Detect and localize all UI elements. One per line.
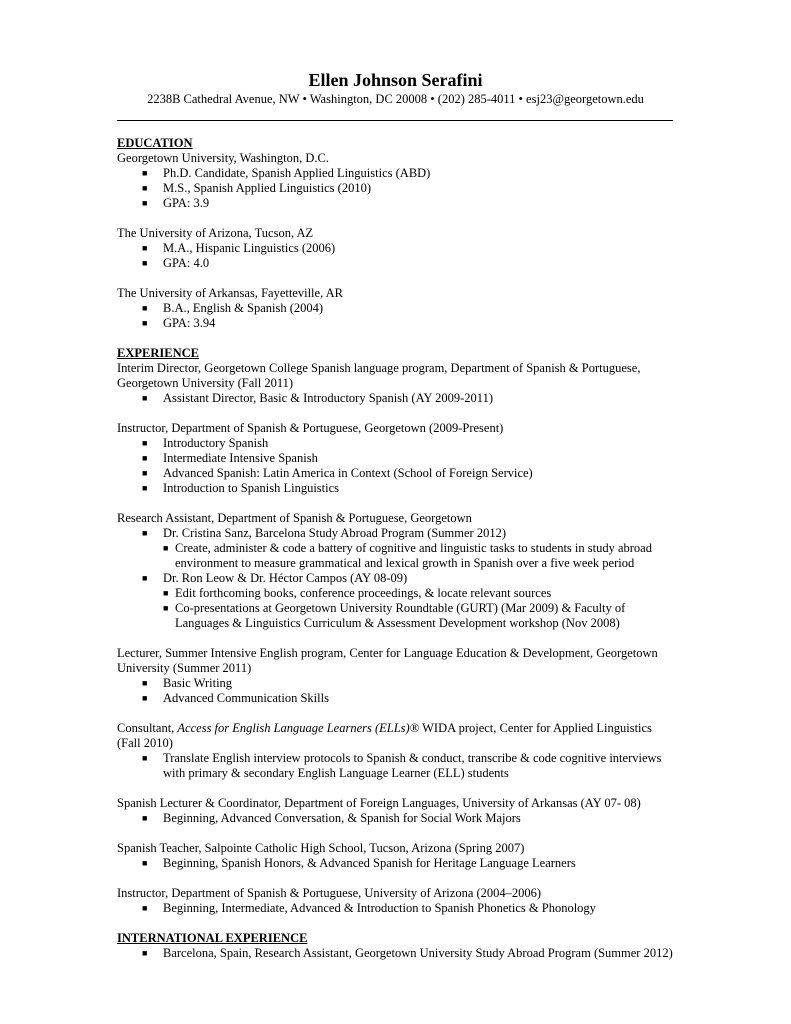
experience-entry xyxy=(117,886,673,916)
list-item xyxy=(117,901,673,916)
education-entry xyxy=(117,151,673,211)
header-divider xyxy=(117,120,673,121)
position-title xyxy=(117,721,673,751)
list-item xyxy=(117,466,673,481)
duty-list xyxy=(117,676,673,706)
bullet-icon: ■ xyxy=(142,168,148,178)
sub-list-item xyxy=(163,586,673,601)
experience-entry xyxy=(117,421,673,496)
bullet-icon: ■ xyxy=(142,903,148,913)
bullet-icon: ■ xyxy=(142,573,148,583)
project-name: Access for English Language Learners (ELLs) xyxy=(177,721,410,735)
resume-header xyxy=(0,70,791,107)
bullet-icon: ■ xyxy=(142,318,148,328)
position-title: Spanish Lecturer & Coordinator, Department of Foreign Languages, University of Arkansas (AY 07- 08) xyxy=(117,796,641,810)
bullet-icon: ■ xyxy=(163,603,169,613)
list-item xyxy=(117,856,673,871)
position-title: Research Assistant, Department of Spanish & Portuguese, Georgetown xyxy=(117,511,472,525)
bullet-icon: ■ xyxy=(142,438,148,448)
duty-list xyxy=(117,811,673,826)
institution-name: Georgetown University, Washington, D.C. xyxy=(117,151,329,165)
list-item xyxy=(117,751,673,781)
bullet-icon: ■ xyxy=(142,483,148,493)
experience-entry xyxy=(117,646,673,706)
list-item-text: Introduction to Spanish Linguistics xyxy=(163,481,340,495)
bullet-icon: ■ xyxy=(142,183,148,193)
education-section xyxy=(117,136,673,331)
list-item xyxy=(117,526,673,571)
section-title-international: INTERNATIONAL EXPERIENCE xyxy=(117,931,308,945)
list-item xyxy=(117,316,673,331)
list-item-text: Beginning, Spanish Honors, & Advanced Spanish for Heritage Language Learners xyxy=(163,856,576,870)
list-item-text: Ph.D. Candidate, Spanish Applied Linguistics (ABD) xyxy=(163,166,431,180)
list-item-text: Assistant Director, Basic & Introductory Spanish (AY 2009-2011) xyxy=(163,391,494,405)
position-title-suffix: ® WIDA project, Center for Applied Linguistics (Fall 2010) xyxy=(117,721,652,750)
international-section xyxy=(117,931,673,961)
sub-list xyxy=(163,586,673,631)
sub-list-item-text: Create, administer & code a battery of cognitive and linguistic tasks to students in study abroad environment to measure grammatical and lexical growth in Spanish over a five week period xyxy=(175,541,652,570)
bullet-icon: ■ xyxy=(142,948,148,958)
experience-section xyxy=(117,346,673,916)
list-item xyxy=(117,256,673,271)
experience-entry xyxy=(117,796,673,826)
list-item-text: Beginning, Advanced Conversation, & Spanish for Social Work Majors xyxy=(163,811,521,825)
list-item-text: Introductory Spanish xyxy=(163,436,269,450)
list-item-text: GPA: 3.94 xyxy=(163,316,216,330)
list-item-text: M.A., Hispanic Linguistics (2006) xyxy=(163,241,336,255)
list-item-text: Dr. Ron Leow & Dr. Héctor Campos (AY 08-09) xyxy=(163,571,408,585)
bullet-icon: ■ xyxy=(142,258,148,268)
duty-list xyxy=(117,436,673,496)
institution-name: The University of Arizona, Tucson, AZ xyxy=(117,226,314,240)
list-item xyxy=(117,691,673,706)
bullet-icon: ■ xyxy=(142,393,148,403)
list-item-text: GPA: 4.0 xyxy=(163,256,210,270)
international-list xyxy=(117,946,673,961)
position-title: Lecturer, Summer Intensive English program, Center for Language Education & Development, Georgetown University (Summer 2011) xyxy=(117,646,658,675)
list-item-text: B.A., English & Spanish (2004) xyxy=(163,301,324,315)
duty-list xyxy=(117,856,673,871)
position-title-prefix: Consultant, xyxy=(117,721,178,735)
resume-body xyxy=(117,136,673,961)
bullet-icon: ■ xyxy=(163,588,169,598)
education-entry xyxy=(117,226,673,271)
list-item xyxy=(117,946,673,961)
bullet-icon: ■ xyxy=(142,453,148,463)
list-item-text: Advanced Spanish: Latin America in Context (School of Foreign Service) xyxy=(163,466,533,480)
list-item xyxy=(117,196,673,211)
bullet-icon: ■ xyxy=(142,468,148,478)
list-item xyxy=(117,181,673,196)
degree-list xyxy=(117,166,673,211)
duty-list xyxy=(117,751,673,781)
list-item xyxy=(117,166,673,181)
list-item xyxy=(117,451,673,466)
bullet-icon: ■ xyxy=(142,858,148,868)
list-item-text: Barcelona, Spain, Research Assistant, Georgetown University Study Abroad Program (Summer 2012) xyxy=(163,946,673,960)
position-title: Instructor, Department of Spanish & Portuguese, University of Arizona (2004–2006) xyxy=(117,886,542,900)
sub-list xyxy=(163,541,673,571)
applicant-name: Ellen Johnson Serafini xyxy=(308,70,483,90)
section-title-education: EDUCATION xyxy=(117,136,193,150)
list-item-text: GPA: 3.9 xyxy=(163,196,210,210)
duty-list xyxy=(117,526,673,631)
sub-list-item-text: Co-presentations at Georgetown University Roundtable (GURT) (Mar 2009) & Faculty of Languages & Linguistics Curriculum & Assessment Development workshop (Nov 2008) xyxy=(175,601,626,630)
bullet-icon: ■ xyxy=(142,198,148,208)
list-item xyxy=(117,241,673,256)
list-item-text: Basic Writing xyxy=(163,676,233,690)
bullet-icon: ■ xyxy=(142,693,148,703)
sub-list-item-text: Edit forthcoming books, conference proceedings, & locate relevant sources xyxy=(175,586,552,600)
list-item xyxy=(117,301,673,316)
duty-list xyxy=(117,391,673,406)
list-item xyxy=(117,676,673,691)
experience-entry xyxy=(117,721,673,781)
institution-name: The University of Arkansas, Fayetteville, AR xyxy=(117,286,344,300)
bullet-icon: ■ xyxy=(142,243,148,253)
sub-list-item xyxy=(163,601,673,631)
duty-list xyxy=(117,901,673,916)
position-title: Instructor, Department of Spanish & Portuguese, Georgetown (2009-Present) xyxy=(117,421,504,435)
list-item xyxy=(117,436,673,451)
list-item-text: Translate English interview protocols to Spanish & conduct, transcribe & code cognitive interviews with primary & secondary English Language Learner (ELL) students xyxy=(163,751,662,780)
list-item-text: M.S., Spanish Applied Linguistics (2010) xyxy=(163,181,371,195)
position-title: Interim Director, Georgetown College Spanish language program, Department of Spanish & Portuguese, Georgetown University (Fall 2011) xyxy=(117,361,641,390)
list-item xyxy=(117,391,673,406)
education-entry xyxy=(117,286,673,331)
list-item-text: Advanced Communication Skills xyxy=(163,691,329,705)
experience-entry xyxy=(117,511,673,631)
degree-list xyxy=(117,301,673,331)
experience-entry xyxy=(117,841,673,871)
section-title-experience: EXPERIENCE xyxy=(117,346,199,360)
list-item-text: Dr. Cristina Sanz, Barcelona Study Abroad Program (Summer 2012) xyxy=(163,526,506,540)
list-item xyxy=(117,811,673,826)
experience-entry xyxy=(117,361,673,406)
bullet-icon: ■ xyxy=(142,813,148,823)
degree-list xyxy=(117,241,673,271)
bullet-icon: ■ xyxy=(142,303,148,313)
list-item-text: Intermediate Intensive Spanish xyxy=(163,451,318,465)
sub-list-item xyxy=(163,541,673,571)
list-item xyxy=(117,481,673,496)
bullet-icon: ■ xyxy=(142,528,148,538)
contact-line: 2238B Cathedral Avenue, NW • Washington, DC 20008 • (202) 285-4011 • esj23@georgetown.edu xyxy=(147,92,644,106)
bullet-icon: ■ xyxy=(142,678,148,688)
bullet-icon: ■ xyxy=(163,543,169,553)
list-item-text: Beginning, Intermediate, Advanced & Introduction to Spanish Phonetics & Phonology xyxy=(163,901,596,915)
bullet-icon: ■ xyxy=(142,753,148,763)
list-item xyxy=(117,571,673,631)
position-title: Spanish Teacher, Salpointe Catholic High School, Tucson, Arizona (Spring 2007) xyxy=(117,841,525,855)
